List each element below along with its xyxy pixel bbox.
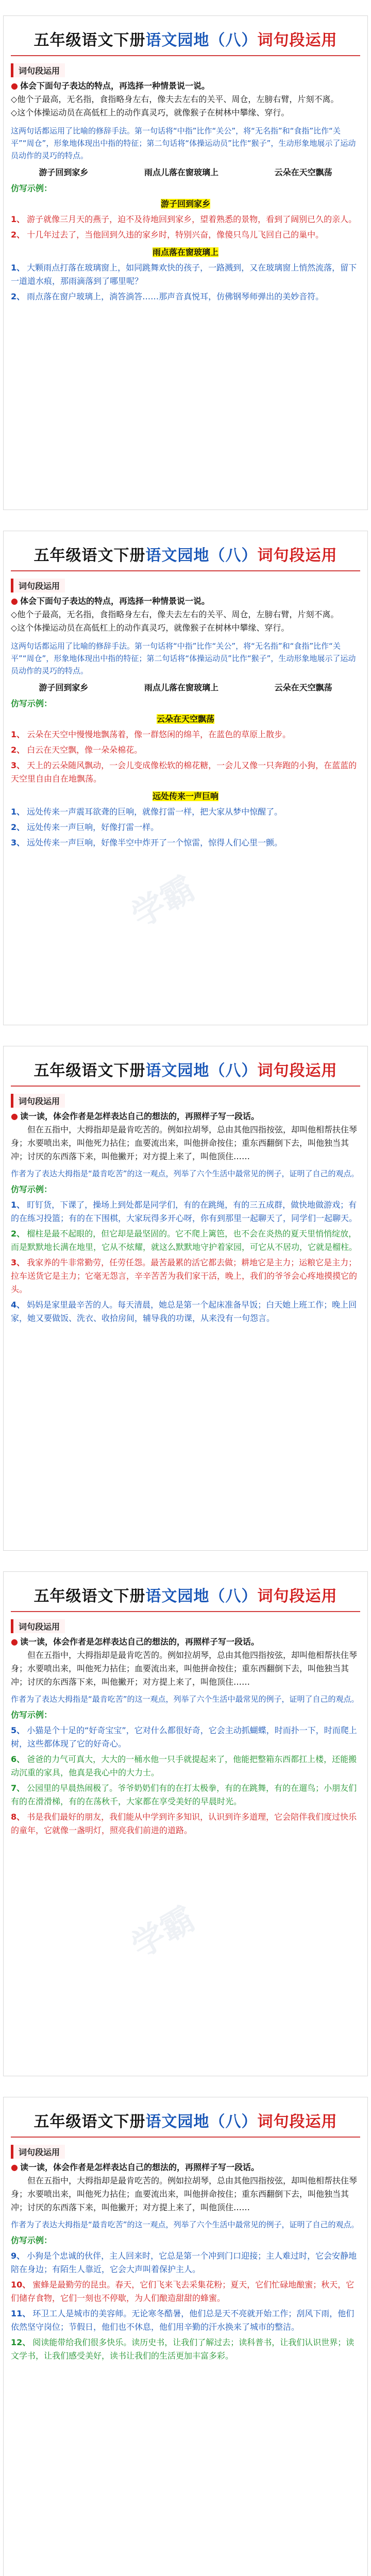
title-part-unit: 语文园地（八） [145, 2113, 258, 2131]
page-title [34, 543, 338, 565]
bullet-icon: ● [11, 1111, 18, 1121]
analysis-note: 作者为了表达大拇指是“最肯吃苦”的这一观点，列举了六个生活中最常见的例子，证明了自己的观点。 [11, 1694, 359, 1704]
title-part-unit: 语文园地（八） [145, 1587, 258, 1605]
sentence: ◇他个子最高，无名指，食指略身左右，像夫去左右的关平、周仓，左膀右臂，片刻不离。 [11, 609, 339, 619]
list-item: 1、 盯钉货，下课了，操场上到处都是同学们，有的在跳绳，有的三五成群，做快地做游戏；有的在练习投篮；有的在下围棋，大家玩得多开心呀，你有到那里一起聊天了，同学们一起聊天。 [11, 1200, 358, 1223]
sentence: ◇这个体操运动员在高低杠上的动作真灵巧，就像猴子在树林中攀缘、穿行。 [11, 623, 290, 633]
title-part-unit: 语文园地（八） [145, 1062, 258, 1080]
subheading: 远处传来一声巨响 [152, 791, 218, 801]
scene-options [11, 680, 360, 694]
list-item: 6、 爸爸的力气可真大，大大的一桶水他一只手就提起来了，他能把整箱东西都扛上楼，还能搬动沉重的家具，他真是我心中的大力士。 [11, 1754, 357, 1777]
intro-bullet: ● 体会下面句子表达的特点，再选择一种情景说一说。 [11, 596, 210, 606]
analysis-note: 作者为了表达大拇指是“最肯吃苦”的这一观点，列举了六个生活中最常见的例子，证明了自己的观点。 [11, 2220, 359, 2229]
list-item: 1、 游子就像三月天的燕子，迫不及待地回到家乡，望着熟悉的景物，看到了阔别已久的亲人。 [11, 214, 357, 224]
sample-label: 仿写示例： [11, 2235, 53, 2245]
card-1 [3, 15, 368, 510]
scene-option: 雨点儿落在窗玻璃上 [144, 167, 218, 177]
bullet-icon: ● [11, 1637, 18, 1647]
title-part-topic: 词句段运用 [257, 2113, 338, 2131]
intro-bullet: ● 读一读，体会作者是怎样表达自己的想法的，再照样子写一段话。 [11, 1637, 259, 1647]
sentence: ◇他个子最高，无名指，食指略身左右，像夫去左右的关平、周仓，左膀右臂，片刻不离。 [11, 94, 339, 104]
list-item: 1、 云朵在天空中慢慢地飘荡着，像一群悠闲的绵羊，在蓝色的草原上散步。 [11, 730, 291, 739]
title-row [11, 1579, 360, 1612]
list-item: 2、 十几年过去了，当他回到久违的家乡时，特别兴奋，像傻只鸟儿飞回自己的巢中。 [11, 230, 324, 240]
sample-label: 仿写示例： [11, 1710, 53, 1720]
title-part-grade: 五年级语文下册 [33, 2113, 146, 2131]
page-title [34, 2109, 338, 2131]
scene-option: 云朵在天空飘荡 [274, 683, 332, 692]
section-tag: 词句段运用 [11, 63, 65, 77]
scene-options [11, 165, 360, 179]
list-item: 7、 公园里的早晨热闹极了。爷爷奶奶们有的在打太极拳，有的在跳舞，有的在遛鸟；小朋友们有的在滑滑梯，有的在荡秋千，大家都在享受美好的早晨时光。 [11, 1783, 357, 1806]
title-part-topic: 词句段运用 [257, 31, 338, 49]
title-row [11, 2105, 360, 2138]
intro-bullet: ● 读一读，体会作者是怎样表达自己的想法的，再照样子写一段话。 [11, 2162, 259, 2172]
card-3 [3, 1046, 368, 1551]
passage: 但在五指中，大拇指却是最肯吃苦的。例如拉胡琴，总由其他四指按弦，却叫他相帮扶住琴身；水要喷出来，叫他死力拈住；血要流出来，叫他拼命按住；重东西翻倒下去，叫他独当其冲；讨厌的东西落下来，叫他撇开；对方提上来了，叫他顶住…… [11, 2176, 358, 2212]
intro-bullet: ● 读一读，体会作者是怎样表达自己的想法的，再照样子写一段话。 [11, 1111, 259, 1121]
page-title [34, 1058, 338, 1080]
scene-option: 游子回到家乡 [39, 167, 89, 177]
section-tag: 词句段运用 [11, 579, 65, 592]
list-item: 1、 大颗雨点打落在玻璃窗上，如同跳舞欢快的孩子，一路溅到，又在玻璃窗上悄然流落，留下一道道水痕，那雨滴落到了哪里呢？ [11, 263, 357, 286]
title-part-topic: 词句段运用 [257, 1062, 338, 1080]
passage: 但在五指中，大拇指却是最肯吃苦的。例如拉胡琴，总由其他四指按弦，却叫他相帮扶住琴身；水要喷出来，叫他死力拈住；血要流出来，叫他拼命按住；重东西翻倒下去，叫他独当其冲；讨厌的东西落下来，叫他撇开；对方提上来了，叫他顶住…… [11, 1125, 358, 1161]
list-item: 3、 天上的云朵随风飘动，一会儿变成像松软的棉花糖，一会儿又像一只奔跑的小狗，在蓝蓝的天空里自由自在地飘荡。 [11, 760, 357, 784]
list-item: 2、 榴柱是最不起眼的，但它却是最坚固的。它不爬上篱笆，也不会在炎热的夏天里悄悄绽放，而是默默地长满在地里，它从不炫耀，就这么默默地守护着家园，可它从不居功，它就是榴柱。 [11, 1229, 358, 1252]
page-title [34, 27, 338, 50]
title-part-grade: 五年级语文下册 [33, 31, 146, 49]
list-item: 4、 妈妈是家里最辛苦的人。每天清晨，她总是第一个起床准备早饭；白天她上班工作；晚上回家，她又要做饭、洗衣、收拾房间，辅导我的功课，从来没有一句怨言。 [11, 1300, 357, 1323]
bullet-icon: ● [11, 2162, 18, 2172]
subheading: 雨点落在窗玻璃上 [152, 247, 218, 257]
section-tag: 词句段运用 [11, 2145, 65, 2159]
title-part-unit: 语文园地（八） [145, 31, 258, 49]
sample-label: 仿写示例： [11, 183, 53, 193]
analysis-note: 这两句话都运用了比喻的修辞手法。第一句话将“中指”比作“关公”，将“无名指”和“食指”比作“关平”“周仓”，形象地体现出中指的特征；第二句话将“体操运动员”比作“猴子”，生动形象地展示了运动员动作的灵巧的特点。 [11, 126, 356, 160]
title-row [11, 1054, 360, 1087]
bullet-icon: ● [11, 81, 18, 91]
intro-bullet: ● 体会下面句子表达的特点，再选择一种情景说一说。 [11, 81, 210, 91]
list-item: 2、 白云在天空飘，像一朵朵棉花。 [11, 745, 143, 755]
title-row [11, 538, 360, 571]
scene-option: 雨点儿落在窗玻璃上 [144, 683, 218, 692]
list-item: 10、 蜜蜂是最勤劳的昆虫。春天，它们飞来飞去采集花粉；夏天，它们忙碌地酿蜜；秋天，它们储存食物，它们一刻也不停歇，为人们酿造甜甜的蜂蜜。 [11, 2280, 355, 2303]
list-item: 9、 小狗是个忠诚的伙伴，主人回来时，它总是第一个冲到门口迎接；主人难过时，它会安静地陪在身边；有陌生人靠近，它会大声叫着保护主人。 [11, 2251, 357, 2274]
section-tag: 词句段运用 [11, 1094, 65, 1108]
section-tag: 词句段运用 [11, 1619, 65, 1633]
subheading: 云朵在天空飘荡 [156, 714, 214, 724]
list-item: 1、 远处传来一声震耳欲聋的巨响，就像打雷一样，把大家从梦中惊醒了。 [11, 807, 283, 817]
sample-label: 仿写示例： [11, 699, 53, 708]
scene-option: 云朵在天空飘荡 [274, 167, 332, 177]
title-part-topic: 词句段运用 [257, 1587, 338, 1605]
list-item: 2、 远处传来一声巨响，好像打雷一样。 [11, 822, 159, 832]
analysis-note: 作者为了表达大拇指是“最肯吃苦”的这一观点，列举了六个生活中最常见的例子，证明了自己的观点。 [11, 1169, 359, 1178]
list-item: 3、 我家养的牛非常勤劳，任劳任怨。最苦最累的活它都去做；耕地它是主力；运粮它是主力；拉车送货它是主力；它毫无怨言，辛辛苦苦为我们家干活，晚上，我们的爷爷会心疼地摸摸它的头。 [11, 1258, 358, 1294]
sentence: ◇这个体操运动员在高低杠上的动作真灵巧，就像猴子在树林中攀缘、穿行。 [11, 108, 290, 117]
sample-label: 仿写示例： [11, 1184, 53, 1194]
title-part-topic: 词句段运用 [257, 547, 338, 565]
list-item: 2、 雨点落在窗户玻璃上，淌答淌答……那声音真悦耳，仿佛钢琴师弹出的美妙音符。 [11, 292, 324, 301]
page-title [34, 1583, 338, 1606]
list-item: 3、 远处传来一声巨响，好像半空中炸开了一个惊雷，惊得人们心里一颤。 [11, 838, 283, 848]
title-part-unit: 语文园地（八） [145, 547, 258, 565]
card-4 [3, 1571, 368, 2076]
list-item: 12、 阅读能带给我们很多快乐。读历史书，让我们了解过去；读科普书，让我们认识世界；读文学书，让我们感受美好，读书让我们的生活更加丰富多彩。 [11, 2337, 355, 2361]
title-part-grade: 五年级语文下册 [33, 547, 146, 565]
passage: 但在五指中，大拇指却是最肯吃苦的。例如拉胡琴，总由其他四指按弦，却叫他相帮扶住琴身；水要喷出来，叫他死力拈住；血要流出来，叫他拼命按住；重东西翻倒下去，叫他独当其冲；讨厌的东西落下来，叫他撇开；对方提上来了，叫他顶住…… [11, 1650, 358, 1687]
title-part-grade: 五年级语文下册 [33, 1587, 146, 1605]
card-5 [3, 2097, 368, 2576]
list-item: 11、 环卫工人是城市的美容师。无论寒冬酷暑，他们总是天不亮就开始工作；刮风下雨，他们依然坚守岗位；节假日，他们也不休息，他们用辛勤的汗水换来了城市的整洁。 [11, 2309, 355, 2332]
title-part-grade: 五年级语文下册 [33, 1062, 146, 1080]
card-2 [3, 531, 368, 1025]
scene-option: 游子回到家乡 [39, 683, 89, 692]
bullet-icon: ● [11, 596, 18, 606]
analysis-note: 这两句话都运用了比喻的修辞手法。第一句话将“中指”比作“关公”，将“无名指”和“食指”比作“关平”“周仓”，形象地体现出中指的特征；第二句话将“体操运动员”比作“猴子”，生动形象地展示了运动员动作的灵巧的特点。 [11, 641, 356, 675]
list-item: 5、 小猫是个十足的“好奇宝宝”，它对什么都很好奇，它会主动抓蝴蝶，时而扑一下，时而爬上树，这些都体现了它的好奇心。 [11, 1725, 357, 1749]
list-item: 8、 书是我们最好的朋友，我们能从中学到许多知识，认识到许多道理，它会陪伴我们度过快乐的童年，它就像一盏明灯，照亮我们前进的道路。 [11, 1812, 357, 1835]
subheading: 游子回到家乡 [160, 199, 210, 209]
title-row [11, 23, 360, 56]
